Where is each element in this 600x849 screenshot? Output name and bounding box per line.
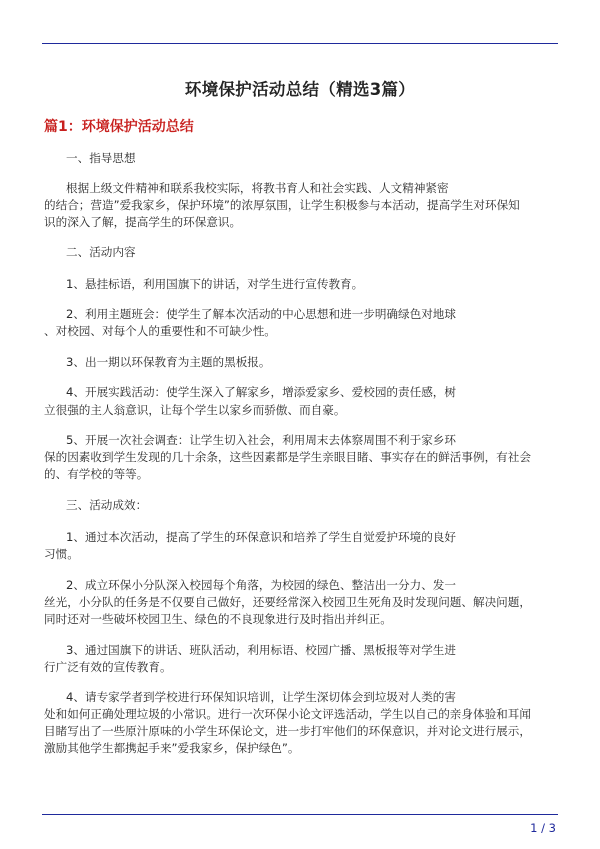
section-heading: 二、活动内容 (66, 245, 136, 259)
paragraph-line: 4、开展实践活动：使学生深入了解家乡，增添爱家乡、爱校园的责任感，树 (66, 385, 456, 399)
paragraph-line: 丝光，小分队的任务是不仅要自己做好，还要经常深入校园卫生死角及时发现问题、解决问题， (44, 595, 531, 609)
footer-rule (42, 814, 558, 815)
paragraph-line: 习惯。 (44, 547, 79, 561)
paragraph-line: 处和如何正确处理垃圾的小常识。进行一次环保小论文评选活动，学生以自己的亲身体验和耳闻 (44, 707, 531, 721)
paragraph-line: 、对校园、对每个人的重要性和不可缺少性。 (44, 324, 276, 338)
paragraph-line: 立很强的主人翁意识，让每个学生以家乡而骄傲、而自豪。 (44, 403, 346, 417)
paragraph-line: 2、成立环保小分队深入校园每个角落，为校园的绿色、整洁出一分力、发一 (66, 578, 456, 592)
document-title: 环境保护活动总结（精选3篇） (184, 80, 416, 99)
paragraph-line: 2、利用主题班会：使学生了解本次活动的中心思想和进一步明确绿色对地球 (66, 307, 456, 321)
paragraph-line: 1、通过本次活动，提高了学生的环保意识和培养了学生自觉爱护环境的良好 (66, 530, 456, 544)
chapter-heading: 篇1：环境保护活动总结 (44, 119, 194, 135)
paragraph-line: 目睹写出了一些原汁原味的小学生环保论文，进一步打牢他们的环保意识，并对论文进行展示， (44, 724, 531, 738)
section-heading: 一、指导思想 (66, 151, 136, 165)
paragraph-line: 根据上级文件精神和联系我校实际，将教书育人和社会实践、人文精神紧密 (66, 181, 449, 195)
paragraph-line: 1、悬挂标语，利用国旗下的讲话，对学生进行宣传教育。 (66, 277, 364, 291)
paragraph-line: 识的深入了解，提高学生的环保意识。 (44, 215, 242, 229)
paragraph-line: 4、请专家学者到学校进行环保知识培训，让学生深切体会到垃圾对人类的害 (66, 690, 456, 704)
paragraph-line: 的、有学校的等等。 (44, 467, 149, 481)
section-heading: 三、活动成效： (66, 498, 148, 512)
header-rule (42, 43, 558, 44)
paragraph-line: 行广泛有效的宣传教育。 (44, 660, 172, 674)
paragraph-line: 同时还对一些破坏校园卫生、绿色的不良现象进行及时指出并纠正。 (44, 612, 392, 626)
paragraph-line: 5、开展一次社会调查：让学生切入社会，利用周末去体察周围不利于家乡环 (66, 433, 456, 447)
paragraph-line: 3、通过国旗下的讲话、班队活动，利用标语、校园广播、黑板报等对学生进 (66, 643, 456, 657)
page-number: 1 / 3 (530, 821, 556, 835)
paragraph-line: 的结合；营造”爱我家乡，保护环境”的浓厚氛围，让学生积极参与本活动，提高学生对环保知 (44, 198, 520, 212)
paragraph-line: 激励其他学生都携起手来”爱我家乡，保护绿色”。 (44, 741, 300, 755)
paragraph-line: 3、出一期以环保教育为主题的黑板报。 (66, 355, 271, 369)
paragraph-line: 保的因素收到学生发现的几十余条，这些因素都是学生亲眼目睹、事实存在的鲜活事例，有社会 (44, 450, 531, 464)
